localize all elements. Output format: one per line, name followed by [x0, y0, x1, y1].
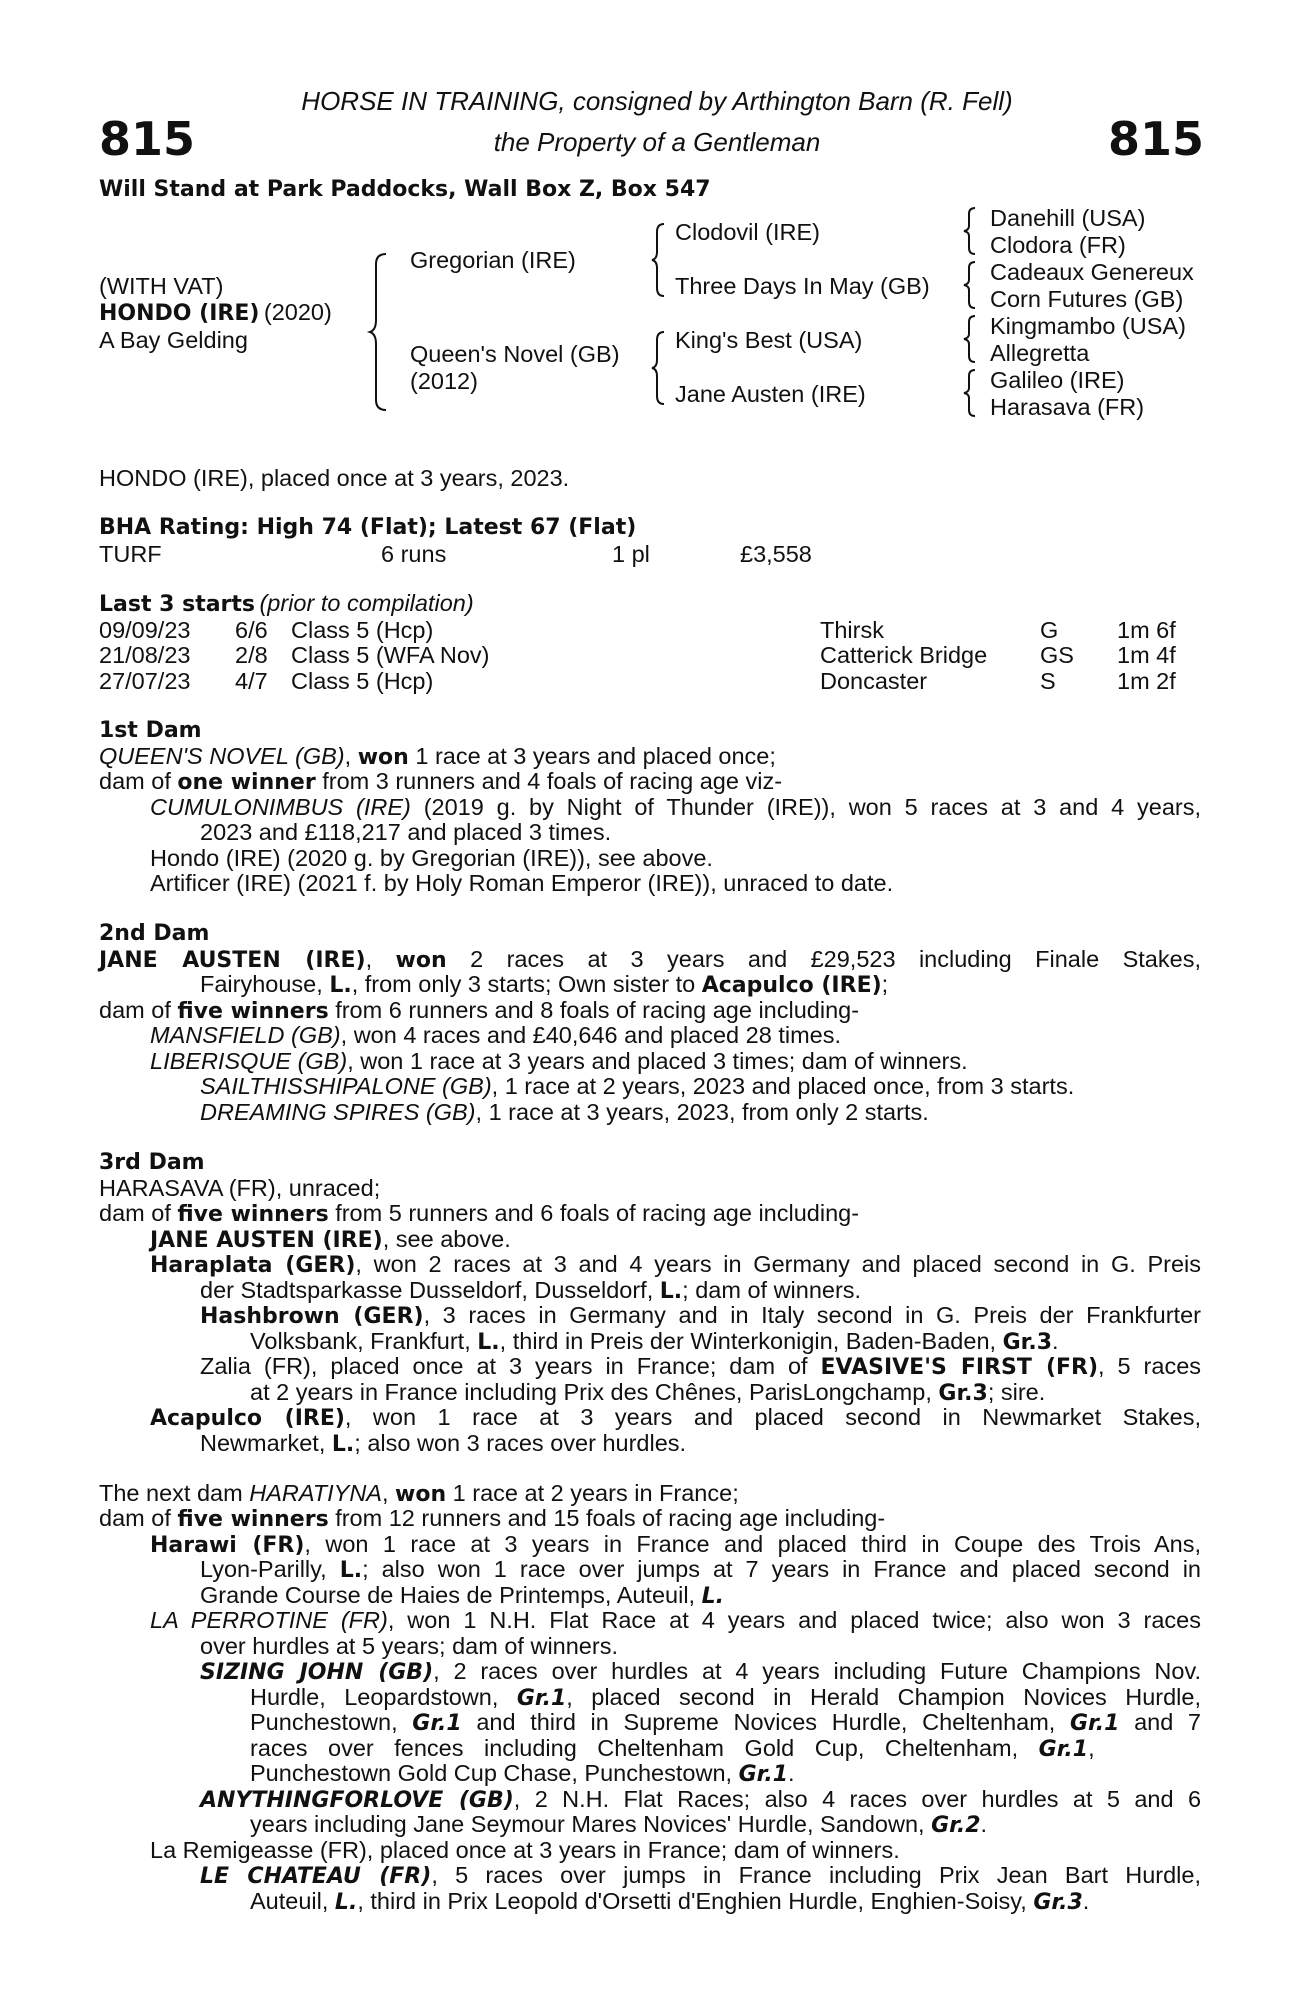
start-date: 27/07/23	[99, 668, 191, 694]
horse-title	[99, 299, 332, 326]
dam-line: Volksbank, Frankfurt, L., third in Preis der Winterkonigin, Baden-Baden, Gr.3.	[250, 1328, 1059, 1355]
dam-line: LA PERROTINE (FR), won 1 N.H. Flat Race at 4 years and placed twice; also won 3 races	[150, 1607, 1201, 1633]
horse-description: A Bay Gelding	[99, 327, 248, 353]
start-distance: 1m 2f	[1117, 668, 1176, 694]
dam-line: SAILTHISSHIPALONE (GB), 1 race at 2 years, 2023 and placed once, from 3 starts.	[200, 1073, 1075, 1099]
dam-line: MANSFIELD (GB), won 4 races and £40,646 and placed 28 times.	[150, 1022, 842, 1048]
vat-note: (WITH VAT)	[99, 273, 224, 299]
lot-number-left: 815	[99, 112, 196, 166]
pedigree-sire: Gregorian (IRE)	[410, 247, 576, 273]
dam-line: Lyon-Parilly, L.; also won 1 race over jumps at 7 years in France and placed second in	[200, 1556, 1201, 1583]
section-title: 2nd Dam	[99, 921, 210, 946]
gen3-bracket-3	[964, 314, 978, 364]
dam-line: races over fences including Cheltenham Gold Cup, Cheltenham, Gr.1,	[250, 1735, 1095, 1762]
rating-runs: 6 runs	[381, 541, 447, 567]
dam-line: der Stadtsparkasse Dusseldorf, Dusseldorf, L.; dam of winners.	[200, 1277, 862, 1304]
rating-surface: TURF	[99, 541, 162, 567]
section-title: 1st Dam	[99, 718, 202, 743]
pedigree-gen3-2: Clodora (FR)	[990, 232, 1126, 258]
dam-line: Newmarket, L.; also won 3 races over hurdles.	[200, 1430, 687, 1457]
race-summary: HONDO (IRE), placed once at 3 years, 2023.	[99, 465, 570, 491]
pedigree-gen3-5: Kingmambo (USA)	[990, 313, 1186, 339]
property-line: the Property of a Gentleman	[493, 127, 821, 157]
dam-line: dam of five winners from 6 runners and 8 foals of racing age including-	[99, 997, 860, 1024]
start-race: Class 5 (Hcp)	[291, 668, 434, 694]
dam-line: Haraplata (GER), won 2 races at 3 and 4 years in Germany and placed second in G. Preis	[150, 1251, 1201, 1278]
start-position: 6/6	[235, 617, 268, 643]
lot-number-right: 815	[1107, 112, 1204, 166]
rating-placed: 1 pl	[612, 541, 650, 567]
stand-location: Will Stand at Park Paddocks, Wall Box Z, Box 547	[99, 177, 711, 202]
consignor-line: HORSE IN TRAINING, consigned by Arthington Barn (R. Fell)	[301, 86, 1013, 116]
sire-dam-bracket	[372, 252, 392, 412]
pedigree-dam: Queen's Novel (GB)	[410, 341, 620, 367]
dam-line: JANE AUSTEN (IRE), won 2 races at 3 years and £29,523 including Finale Stakes,	[99, 946, 1201, 973]
start-position: 4/7	[235, 668, 268, 694]
horse-name: HONDO (IRE)	[99, 301, 260, 326]
section-title: 3rd Dam	[99, 1150, 205, 1175]
dam-line: dam of five winners from 5 runners and 6 foals of racing age including-	[99, 1200, 860, 1227]
dam-line: Harawi (FR), won 1 race at 3 years in France and placed third in Coupe des Trois Ans,	[150, 1531, 1201, 1558]
pedigree-gen3-1: Danehill (USA)	[990, 205, 1146, 231]
dam-line: LIBERISQUE (GB), won 1 race at 3 years and placed 3 times; dam of winners.	[150, 1048, 968, 1074]
pedigree-gen2-3: King's Best (USA)	[675, 327, 863, 353]
dam-line: JANE AUSTEN (IRE), see above.	[150, 1226, 511, 1253]
dam-line: Hurdle, Leopardstown, Gr.1, placed second in Herald Champion Novices Hurdle,	[250, 1684, 1201, 1711]
start-date: 21/08/23	[99, 642, 191, 668]
pedigree-gen3-3: Cadeaux Genereux	[990, 259, 1194, 285]
dam-line: DREAMING SPIRES (GB), 1 race at 3 years, 2023, from only 2 starts.	[200, 1099, 929, 1125]
dam-line: Artificer (IRE) (2021 f. by Holy Roman Emperor (IRE)), unraced to date.	[150, 870, 894, 896]
pedigree-gen2-1: Clodovil (IRE)	[675, 219, 820, 245]
dam-line: dam of one winner from 3 runners and 4 foals of racing age viz-	[99, 768, 783, 795]
dam-line: ANYTHINGFORLOVE (GB), 2 N.H. Flat Races; also 4 races over hurdles at 5 and 6	[200, 1786, 1202, 1813]
dam-line: QUEEN'S NOVEL (GB), won 1 race at 3 years and placed once;	[99, 743, 776, 770]
pedigree-gen2-4: Jane Austen (IRE)	[675, 381, 866, 407]
pedigree-gen2-2: Three Days In May (GB)	[675, 273, 930, 299]
rating-title: BHA Rating: High 74 (Flat); Latest 67 (Flat)	[99, 515, 637, 540]
dam-line: SIZING JOHN (GB), 2 races over hurdles at 4 years including Future Champions Nov.	[200, 1658, 1201, 1685]
pedigree-dam-year: (2012)	[410, 368, 478, 394]
dam-line: Punchestown Gold Cup Chase, Punchestown, Gr.1.	[250, 1760, 795, 1787]
gen3-bracket-1	[964, 206, 978, 256]
dam-line: Hondo (IRE) (2020 g. by Gregorian (IRE)), see above.	[150, 845, 713, 871]
dam-line: over hurdles at 5 years; dam of winners.	[200, 1633, 618, 1659]
last-starts-note: (prior to compilation)	[259, 590, 474, 616]
start-going: G	[1040, 617, 1059, 643]
gen3-bracket-2	[964, 260, 978, 310]
dam-line: Fairyhouse, L., from only 3 starts; Own sister to Acapulco (IRE);	[200, 971, 889, 998]
pedigree-gen3-6: Allegretta	[990, 340, 1090, 366]
dam-line: HARASAVA (FR), unraced;	[99, 1175, 381, 1201]
start-race: Class 5 (Hcp)	[291, 617, 434, 643]
start-distance: 1m 6f	[1117, 617, 1176, 643]
last-starts-heading	[99, 590, 474, 617]
dam-line: Zalia (FR), placed once at 3 years in France; dam of EVASIVE'S FIRST (FR), 5 races	[200, 1353, 1202, 1380]
pedigree-gen3-4: Corn Futures (GB)	[990, 286, 1184, 312]
dam-line: Hashbrown (GER), 3 races in Germany and in Italy second in G. Preis der Frankfurter	[200, 1302, 1201, 1329]
dam-line-bracket	[652, 330, 668, 406]
start-date: 09/09/23	[99, 617, 191, 643]
start-going: S	[1040, 668, 1056, 694]
gen3-bracket-4	[964, 368, 978, 418]
dam-line: Acapulco (IRE), won 1 race at 3 years and placed second in Newmarket Stakes,	[150, 1404, 1201, 1431]
dam-line: dam of five winners from 12 runners and 15 foals of racing age including-	[99, 1505, 886, 1532]
dam-line: Punchestown, Gr.1 and third in Supreme Novices Hurdle, Cheltenham, Gr.1 and 7	[250, 1709, 1201, 1736]
start-course: Thirsk	[820, 617, 884, 643]
dam-line: years including Jane Seymour Mares Novices' Hurdle, Sandown, Gr.2.	[250, 1811, 988, 1838]
horse-year: (2020)	[263, 299, 332, 325]
start-course: Catterick Bridge	[820, 642, 988, 668]
dam-line: at 2 years in France including Prix des Chênes, ParisLongchamp, Gr.3; sire.	[250, 1379, 1046, 1406]
dam-line: LE CHATEAU (FR), 5 races over jumps in France including Prix Jean Bart Hurdle,	[200, 1862, 1202, 1889]
dam-line: CUMULONIMBUS (IRE) (2019 g. by Night of Thunder (IRE)), won 5 races at 3 and 4 years,	[150, 794, 1201, 820]
dam-line: La Remigeasse (FR), placed once at 3 years in France; dam of winners.	[150, 1837, 900, 1863]
start-position: 2/8	[235, 642, 268, 668]
start-going: GS	[1040, 642, 1074, 668]
dam-line: Auteuil, L., third in Prix Leopold d'Orsetti d'Enghien Hurdle, Enghien-Soisy, Gr.3.	[250, 1888, 1090, 1915]
dam-line: The next dam HARATIYNA, won 1 race at 2 years in France;	[99, 1480, 739, 1507]
dam-line: 2023 and £118,217 and placed 3 times.	[200, 819, 612, 845]
start-distance: 1m 4f	[1117, 642, 1176, 668]
last-starts-title: Last 3 starts	[99, 592, 256, 617]
start-course: Doncaster	[820, 668, 928, 694]
rating-prize: £3,558	[740, 541, 812, 567]
pedigree-gen3-8: Harasava (FR)	[990, 394, 1145, 420]
pedigree-gen3-7: Galileo (IRE)	[990, 367, 1125, 393]
sire-line-bracket	[652, 222, 668, 298]
dam-line: Grande Course de Haies de Printemps, Auteuil, L.	[200, 1582, 724, 1609]
start-race: Class 5 (WFA Nov)	[291, 642, 490, 668]
